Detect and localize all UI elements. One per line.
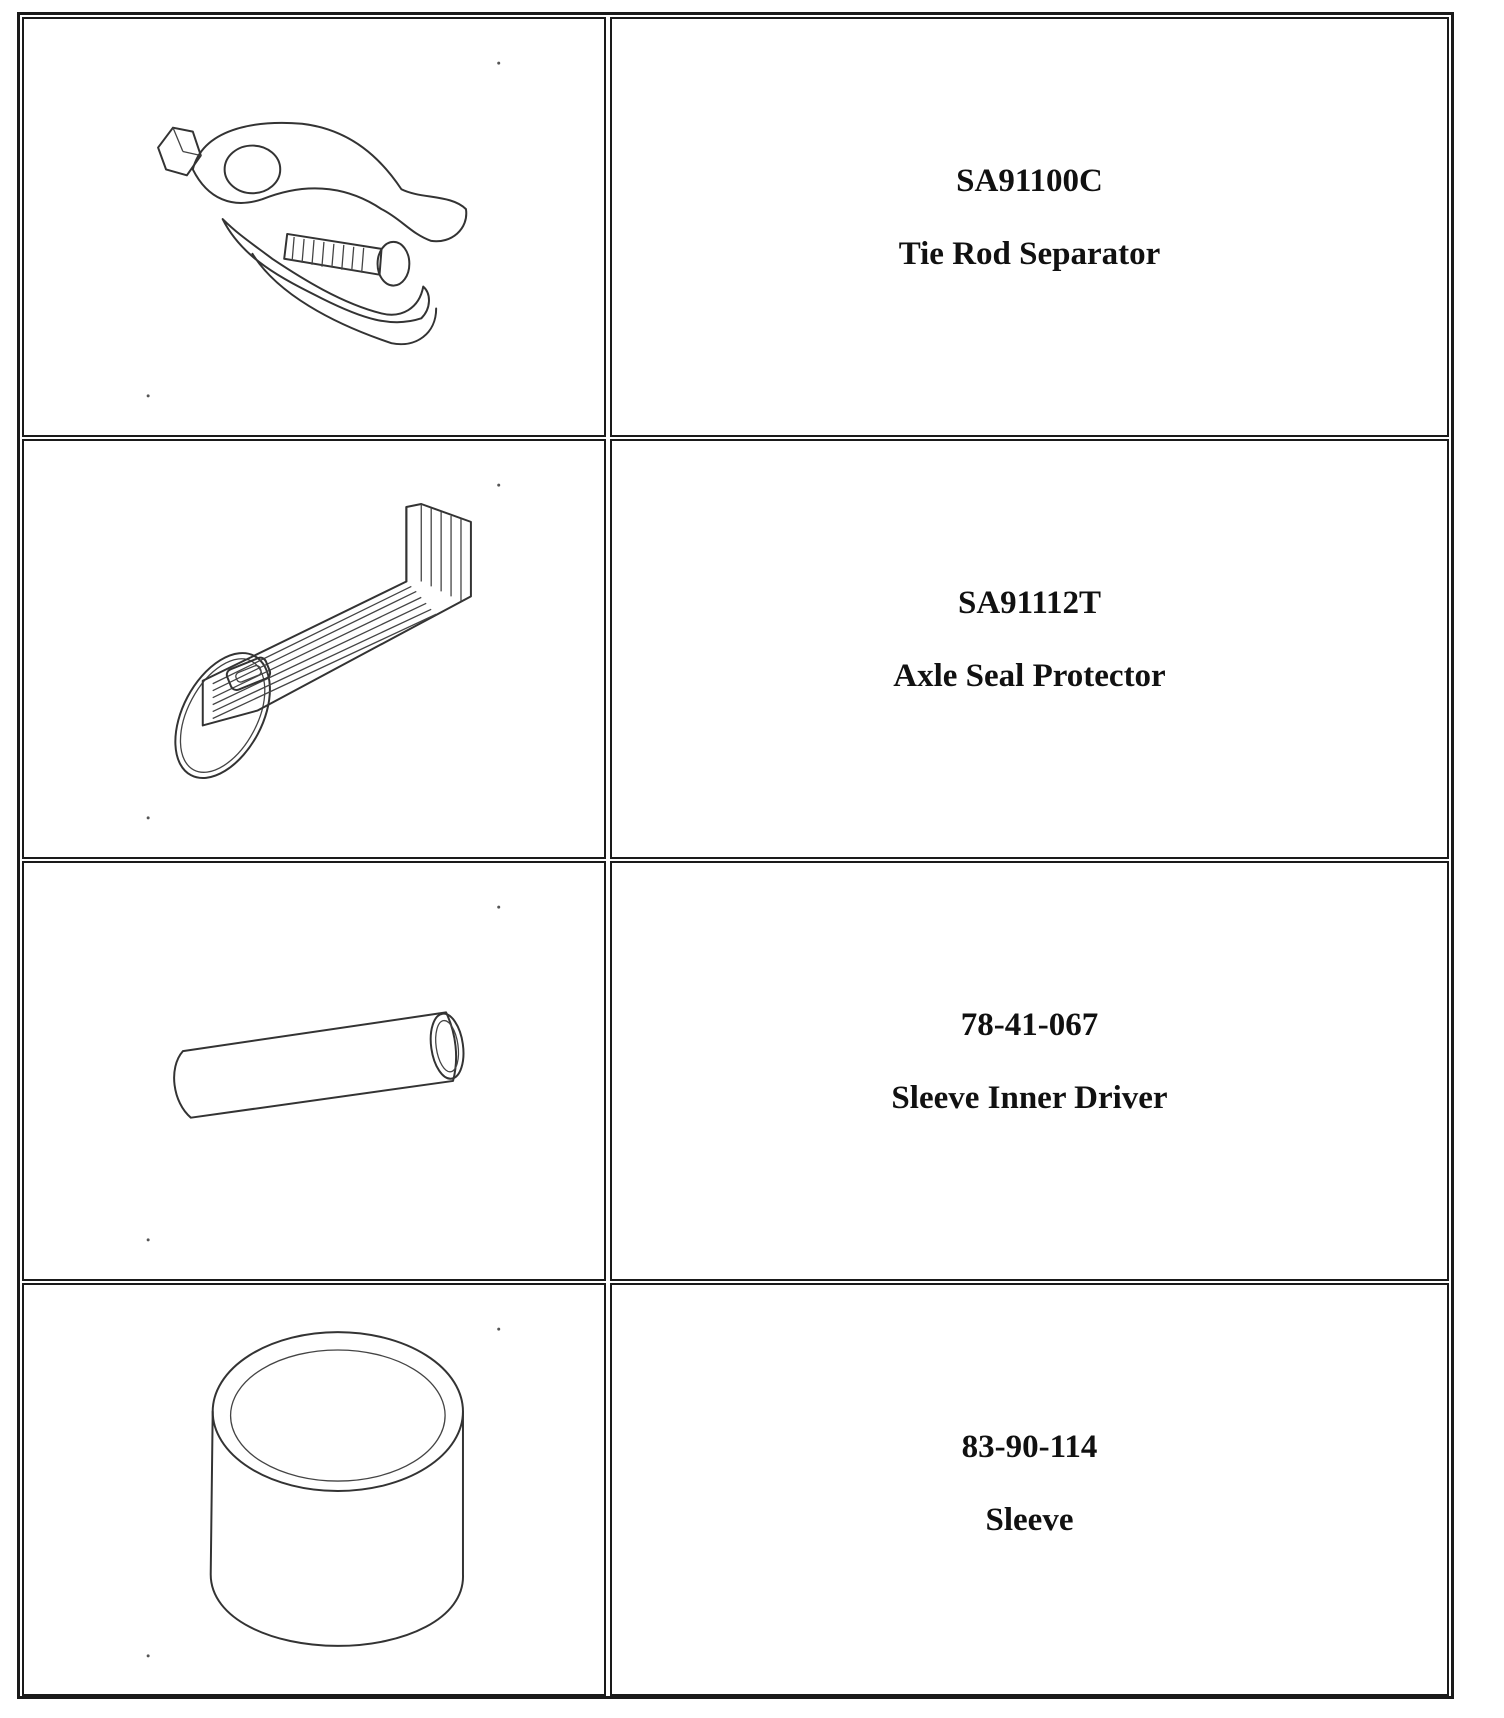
- table-row: [20, 1283, 1451, 1696]
- special-tools-table: [17, 12, 1454, 1699]
- axle-seal-protector-icon: [24, 441, 604, 857]
- tool-info-cell: [610, 861, 1449, 1281]
- part-number: 83-90-114: [961, 1429, 1098, 1465]
- part-name: Axle Seal Protector: [893, 658, 1166, 694]
- tool-image-cell: [22, 17, 606, 437]
- tool-image-cell: [22, 439, 606, 859]
- sleeve-icon: [24, 1285, 604, 1694]
- tool-image-cell: [22, 861, 606, 1281]
- tool-info-cell: [610, 439, 1449, 859]
- part-number: SA91112T: [957, 585, 1102, 621]
- tool-info-cell: [610, 1283, 1449, 1696]
- table-row: [20, 439, 1451, 859]
- part-name: Sleeve Inner Driver: [891, 1080, 1168, 1116]
- tie-rod-separator-icon: [24, 19, 604, 435]
- part-number: SA91100C: [956, 163, 1103, 199]
- table-row: [20, 17, 1451, 437]
- tool-image-cell: [22, 1283, 606, 1696]
- part-name: Tie Rod Separator: [898, 236, 1161, 272]
- part-number: 78-41-067: [960, 1007, 1099, 1043]
- sleeve-inner-driver-icon: [24, 863, 604, 1279]
- table-row: [20, 861, 1451, 1281]
- tool-info-cell: [610, 17, 1449, 437]
- part-name: Sleeve: [985, 1502, 1074, 1538]
